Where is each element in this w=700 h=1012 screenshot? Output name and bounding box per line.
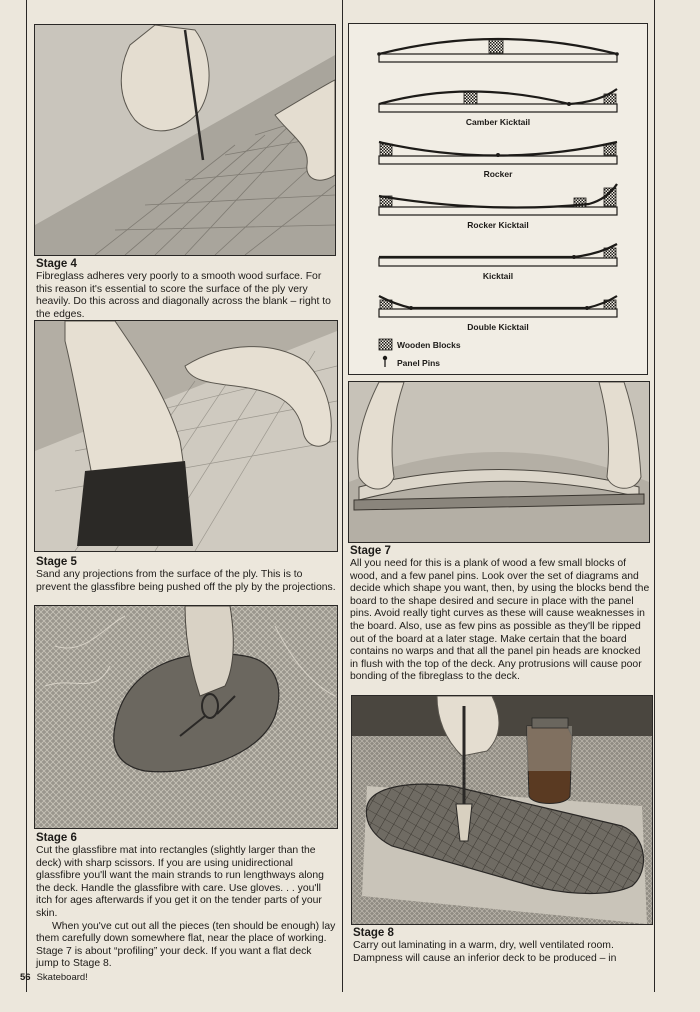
- profile-label-camber-kicktail: Camber Kicktail: [465, 117, 531, 127]
- page-footer: [20, 972, 88, 983]
- stage8-caption: [353, 927, 653, 965]
- stage5-body: Sand any projections from the surface of the ply. This is to prevent the glassfibre being pushed off the ply by the projections.: [36, 569, 336, 593]
- page-number: 56: [20, 972, 31, 983]
- stage8-body: Carry out laminating in a warm, dry, well ventilated room. Dampness will cause an inferior deck to be produced – in: [353, 940, 617, 964]
- profile-camber-kicktail: [379, 89, 617, 127]
- profile-label-double-kicktail: Double Kicktail: [467, 322, 529, 332]
- stage5-heading: Stage 5: [36, 556, 77, 568]
- stage8-photo: [351, 695, 653, 925]
- profile-label-rocker-kicktail: Rocker Kicktail: [467, 220, 529, 230]
- stage4-photo: [34, 24, 336, 256]
- profile-double-kicktail: [379, 296, 617, 332]
- stage4-heading: Stage 4: [36, 258, 77, 270]
- stage6-photo: [34, 605, 338, 829]
- stage5-caption: [36, 556, 336, 594]
- stage7-body: All you need for this is a plank of wood a few small blocks of wood, and a few panel pins. Look over the set of diagrams and decide which shape you want, then, by using the blocks bend the board to the shape desired and secure in place with the panel pins. Avoid really tight curves as these will cause weaknesses in the board. Also, use as few pins as possible as they'll be ripped out of the board at a later stage. Make certain that the board contains no warps and that all the panel pin heads are knocked in flush with the top of the deck. Any protrusions will cause poor bonding of the fibreglass to the deck.: [350, 558, 650, 683]
- profile-label-kicktail: Kicktail: [482, 271, 514, 281]
- publication-name: Skateboard!: [36, 972, 88, 983]
- profile-kicktail: [379, 244, 617, 281]
- left-margin-rule: [26, 0, 27, 992]
- legend-wooden-blocks: Wooden Blocks: [397, 340, 461, 350]
- wooden-block-swatch: [379, 339, 392, 350]
- profile-rocker-kicktail: [379, 184, 617, 230]
- stage7-photo: [348, 381, 650, 543]
- stage7-caption: [350, 545, 650, 684]
- deck-profile-diagram: [348, 23, 648, 375]
- diagram-legend: [379, 339, 461, 368]
- stage6-caption: [36, 832, 336, 971]
- stage6-para2: When you've cut out all the pieces (ten should be enough) lay them carefully down somewhere flat, near the place of working. Stage 7 is about “profiling” your deck. If you want a flat deck jump to Stage 8.: [36, 920, 336, 970]
- profile-camber: [377, 39, 619, 62]
- stage7-heading: Stage 7: [350, 545, 391, 557]
- stage8-heading: Stage 8: [353, 927, 394, 939]
- profile-label-rocker: Rocker: [483, 169, 513, 179]
- stage4-body: Fibreglass adheres very poorly to a smooth wood surface. For this reason it's essential to score the surface of the ply very heavily. Do this across and diagonally across the blank – right to the edges.: [36, 271, 331, 320]
- stage6-para1: Cut the glassfibre mat into rectangles (slightly larger than the deck) with sharp scissors. If you are using unidirectional glassfibre you'll want the main strands to run lengthways along the deck. Handle the glassfibre with care. Use gloves. . . you'll itch for ages afterwards if you get it on the tender parts of your skin.: [36, 845, 324, 919]
- legend-panel-pins: Panel Pins: [397, 358, 440, 368]
- profile-rocker: [379, 142, 617, 179]
- right-margin-rule: [654, 0, 655, 992]
- panel-pin-icon: [383, 356, 387, 367]
- stage4-caption: [36, 258, 336, 321]
- stage5-photo: [34, 320, 338, 552]
- center-column-rule: [342, 0, 343, 992]
- stage6-heading: Stage 6: [36, 832, 77, 844]
